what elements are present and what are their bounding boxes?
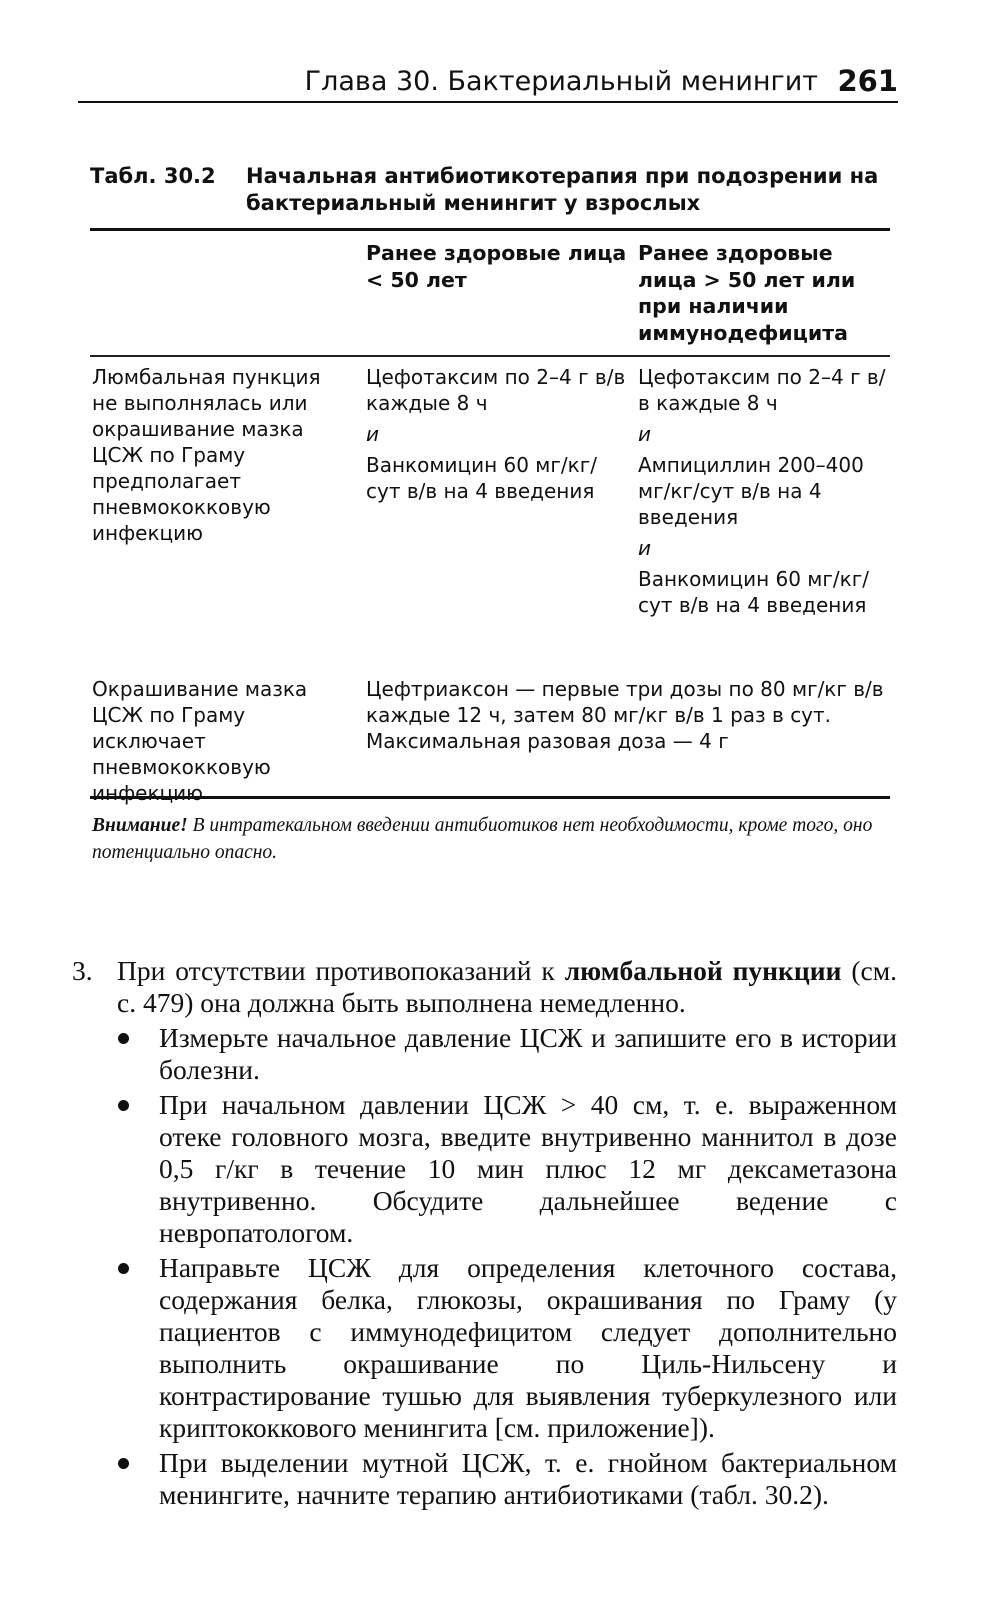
header-rule [78, 101, 898, 103]
bullet-item [72, 1022, 897, 1086]
bullet-item [72, 1252, 897, 1444]
row2-therapy: Цефтриаксон — первые три дозы по 80 мг/кг в/в каждые 12 ч, затем 80 мг/кг в/в 1 раз в сут. Максимальная разовая доза — 4 г [366, 677, 884, 753]
row1-under-50-therapy [366, 364, 631, 504]
bullet-item [72, 1089, 897, 1249]
row1-col3-drug-c: Ванкомицин 60 мг/кг/сут в/в на 4 введения [638, 567, 869, 617]
row1-col2-drug-b: Ванкомицин 60 мг/кг/сут в/в на 4 введения [366, 453, 597, 503]
row1-col3-conjunction-1: и [638, 422, 651, 446]
row1-col3-drug-a: Цефотаксим по 2–4 г в/в каждые 8 ч [638, 365, 886, 415]
row1-condition: Люмбальная пункция не выполнялась или окрашивание мазка ЦСЖ по Граму предполагает пневмококковую инфекцию [92, 365, 321, 545]
bullet-text: При выделении мутной ЦСЖ, т. е. гнойном бактериальном менингите, начните терапию антибиотиками (табл. 30.2). [159, 1447, 897, 1510]
col-header-over-50: Ранее здоровые лица > 50 лет или при наличии иммунодефицита [638, 241, 856, 345]
bullet-text: Направьте ЦСЖ для определения клеточного состава, содержания белка, глюкозы, окрашивания по Граму (у пациентов с иммунодефицитом следует дополнительно выполнить окрашивание по Циль-Нильсену и контрастирование тушью для выявления туберкулезного или криптококкового менингита [см. приложение]). [159, 1252, 897, 1443]
bullet-icon [118, 1033, 129, 1044]
page-number: 261 [837, 64, 898, 98]
note-text: В интратекальном введении антибиотиков нет необходимости, кроме того, оно потенциально опасно. [92, 815, 873, 863]
table-header-rule [90, 355, 890, 357]
table-caption-title: Начальная антибиотикотерапия при подозрении на бактериальный менингит у взрослых [246, 164, 879, 215]
row2-condition: Окрашивание мазка ЦСЖ по Граму исключает пневмококковую инфекцию [92, 677, 308, 805]
row1-col2-drug-a: Цефотаксим по 2–4 г в/в каждые 8 ч [366, 365, 626, 415]
item-text-post: (см. с. 479) она должна быть выполнена немедленно. [117, 955, 898, 1018]
table-top-rule [90, 228, 890, 231]
body-text [72, 955, 897, 1514]
bullet-list [72, 1022, 897, 1511]
table-note [92, 812, 892, 866]
col-header-under-50: Ранее здоровые лица < 50 лет [366, 241, 627, 292]
row1-col3-conjunction-2: и [638, 536, 651, 560]
item-text-bold: люмбальной пункции [564, 955, 842, 986]
list-item-number: 3. [72, 955, 93, 986]
bullet-text: Измерьте начальное давление ЦСЖ и запишите его в истории болезни. [159, 1022, 897, 1085]
chapter-title: Глава 30. Бактериальный менингит [304, 66, 818, 97]
bullet-item [72, 1447, 897, 1511]
bullet-text: При начальном давлении ЦСЖ > 40 см, т. е. выраженном отеке головного мозга, введите внутривенно маннитол в дозе 0,5 г/кг в течение 10 мин плюс 12 мг дексаметазона внутривенно. Обсудите дальнейшее ведение с невропатологом. [159, 1089, 897, 1248]
bullet-icon [118, 1100, 129, 1111]
row1-col2-conjunction: и [366, 422, 379, 446]
bullet-icon [118, 1458, 129, 1469]
list-item-text [117, 955, 897, 1019]
bullet-icon [118, 1263, 129, 1274]
table-caption-number: Табл. 30.2 [90, 164, 216, 188]
running-header [78, 62, 898, 102]
row1-over-50-therapy [638, 364, 893, 618]
note-label: Внимание! [92, 815, 188, 836]
item-text-pre: При отсутствии противопоказаний к [117, 955, 555, 986]
row1-col3-drug-b: Ампициллин 200–400 мг/кг/сут в/в на 4 введения [638, 453, 864, 529]
